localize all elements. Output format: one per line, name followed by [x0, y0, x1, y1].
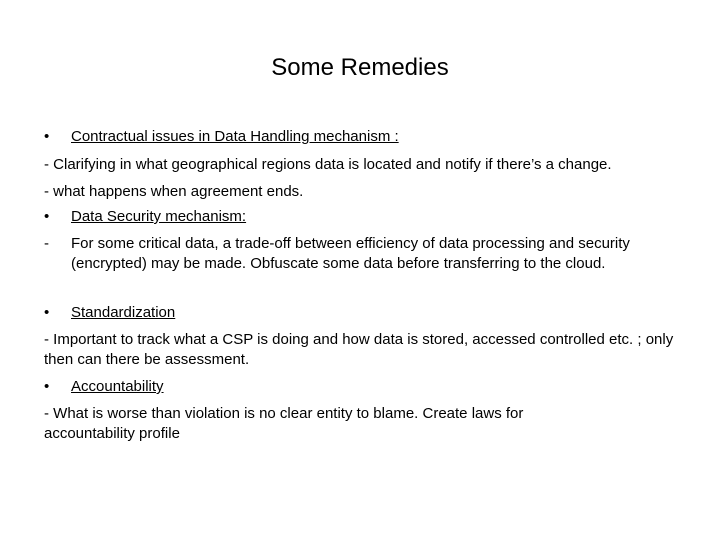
heading-contractual-issues: Contractual issues in Data Handling mechanism : [71, 128, 399, 145]
dash-marker: - [44, 235, 49, 252]
text-track-csp: - Important to track what a CSP is doing and how data is stored, accessed controlled etc. ; only then can there be assessment. [44, 331, 674, 368]
heading-accountability: Accountability [71, 378, 164, 395]
bullet-marker: • [44, 128, 50, 145]
heading-standardization: Standardization [71, 304, 176, 321]
bullet-marker: • [44, 304, 50, 321]
bullet-marker: • [44, 208, 50, 225]
heading-data-security: Data Security mechanism: [71, 208, 247, 225]
text-critical-data-tradeoff: For some critical data, a trade-off between efficiency of data processing and security (encrypted) may be made. Obfuscate some data before transferring to the cloud. [71, 235, 630, 272]
text-no-clear-entity: - What is worse than violation is no clear entity to blame. Create laws for accountability profile [44, 405, 524, 442]
text-agreement-ends: - what happens when agreement ends. [44, 183, 304, 200]
text-clarifying-regions: - Clarifying in what geographical regions data is located and notify if there’s a change. [44, 156, 612, 173]
slide-title: Some Remedies [271, 54, 449, 81]
bullet-marker: • [44, 378, 50, 395]
